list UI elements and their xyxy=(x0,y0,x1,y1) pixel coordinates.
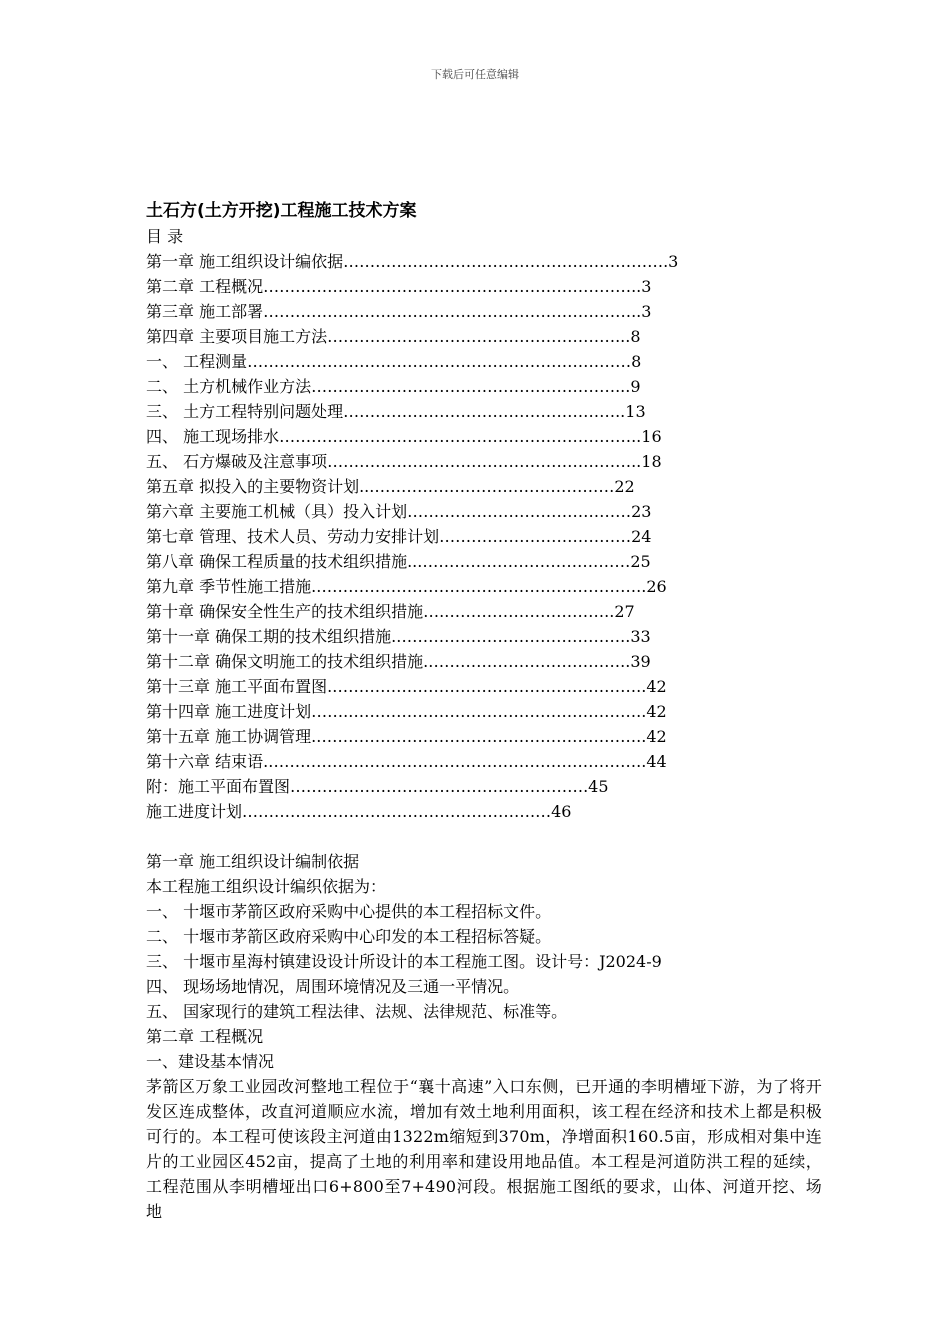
toc-heading: 目 录 xyxy=(146,227,184,246)
toc-entry: 三、 土方工程特别问题处理……………………………………………..13 xyxy=(146,402,646,421)
section1-item: 五、 国家现行的建筑工程法律、法规、法律规范、标准等。 xyxy=(146,1002,568,1021)
section1-heading: 第一章 施工组织设计编制依据 xyxy=(146,852,360,871)
toc-entry: 第七章 管理、技术人员、劳动力安排计划………………………………24 xyxy=(146,527,652,546)
toc-entry: 第九章 季节性施工措施.……………………………………………………..26 xyxy=(146,577,667,596)
toc-entry: 五、 石方爆破及注意事项…………………………………………………..18 xyxy=(146,452,662,471)
toc-entry: 第十一章 确保工期的技术组织措施.……………………………………..33 xyxy=(146,627,651,646)
toc-entry: 一、 工程测量………………………………………………………………8 xyxy=(146,352,642,371)
document-title: 土石方(土方开挖)工程施工技术方案 xyxy=(146,201,417,221)
toc-entry: 第六章 主要施工机械（具）投入计划……………………………………23 xyxy=(146,502,652,521)
section2-subheading: 一、建设基本情况 xyxy=(146,1052,275,1071)
toc-entry: 第十二章 确保文明施工的技术组织措施.………………………………..39 xyxy=(146,652,651,671)
toc-entry: 施工进度计划……………………………………………….…46 xyxy=(146,802,572,821)
section1-item: 一、 十堰市茅箭区政府采购中心提供的本工程招标文件。 xyxy=(146,902,552,921)
section1-item: 二、 十堰市茅箭区政府采购中心印发的本工程招标答疑。 xyxy=(146,927,552,946)
toc-entry: 附：施工平面布置图………………………………….…………….45 xyxy=(146,777,609,796)
section1-intro: 本工程施工组织设计编织依据为： xyxy=(146,877,387,896)
spacer xyxy=(146,824,822,849)
document-body xyxy=(146,198,822,1224)
toc-entry: 第十三章 施工平面布置图.…………………………………………………..42 xyxy=(146,677,667,696)
toc-entry: 第二章 工程概况……………………………………………………………..3 xyxy=(146,277,652,296)
toc-entry: 第十六章 结束语.……………………………………………………………..44 xyxy=(146,752,667,771)
toc-entry: 第四章 主要项目施工方法………………………………………………...8 xyxy=(146,327,641,346)
toc-entry: 第五章 拟投入的主要物资计划...………………………………………22 xyxy=(146,477,635,496)
section1-item: 四、 现场场地情况，周围环境情况及三通一平情况。 xyxy=(146,977,520,996)
toc-entry: 第十四章 施工进度计划…….………………………………………………..42 xyxy=(146,702,667,721)
section1-item: 三、 十堰市星海村镇建设设计所设计的本工程施工图。设计号：J2024-9 xyxy=(146,952,662,971)
toc-entry: 四、 施工现场排水…………………………………………………………..16 xyxy=(146,427,662,446)
toc-entry: 第十五章 施工协调管理.……………………………………………………..42 xyxy=(146,727,667,746)
section2-heading: 第二章 工程概况 xyxy=(146,1027,264,1046)
toc-entry: 第十章 确保安全性生产的技术组织措施….…………………………..27 xyxy=(146,602,635,621)
header-note: 下载后可任意编辑 xyxy=(431,68,519,81)
toc-entry: 第三章 施工部署……………………………………………………………..3 xyxy=(146,302,652,321)
table-of-contents xyxy=(146,249,822,824)
toc-entry: 第一章 施工组织设计编依据…………………………………………………….3 xyxy=(146,252,679,271)
section2-paragraph: 茅箭区万象工业园改河整地工程位于“襄十高速”入口东侧，已开通的李明槽垭下游，为了将开发区连成整体，改直河道顺应水流，增加有效土地利用面积，该工程在经济和技术上都是积极可行的。本工程可使该段主河道由1322m缩短到370m，净增面积160.5亩，形成相对集中连片的工业园区452亩，提高了土地的利用率和建设用地品值。本工程是河道防洪工程的延续，工程范围从李明槽垭出口6+800至7+490河段。根据施工图纸的要求，山体、河道开挖、场地 xyxy=(146,1077,822,1221)
toc-entry: 第八章 确保工程质量的技术组织措施...…………………………………25 xyxy=(146,552,651,571)
toc-entry: 二、 土方机械作业方法…………………………………………………...9 xyxy=(146,377,641,396)
